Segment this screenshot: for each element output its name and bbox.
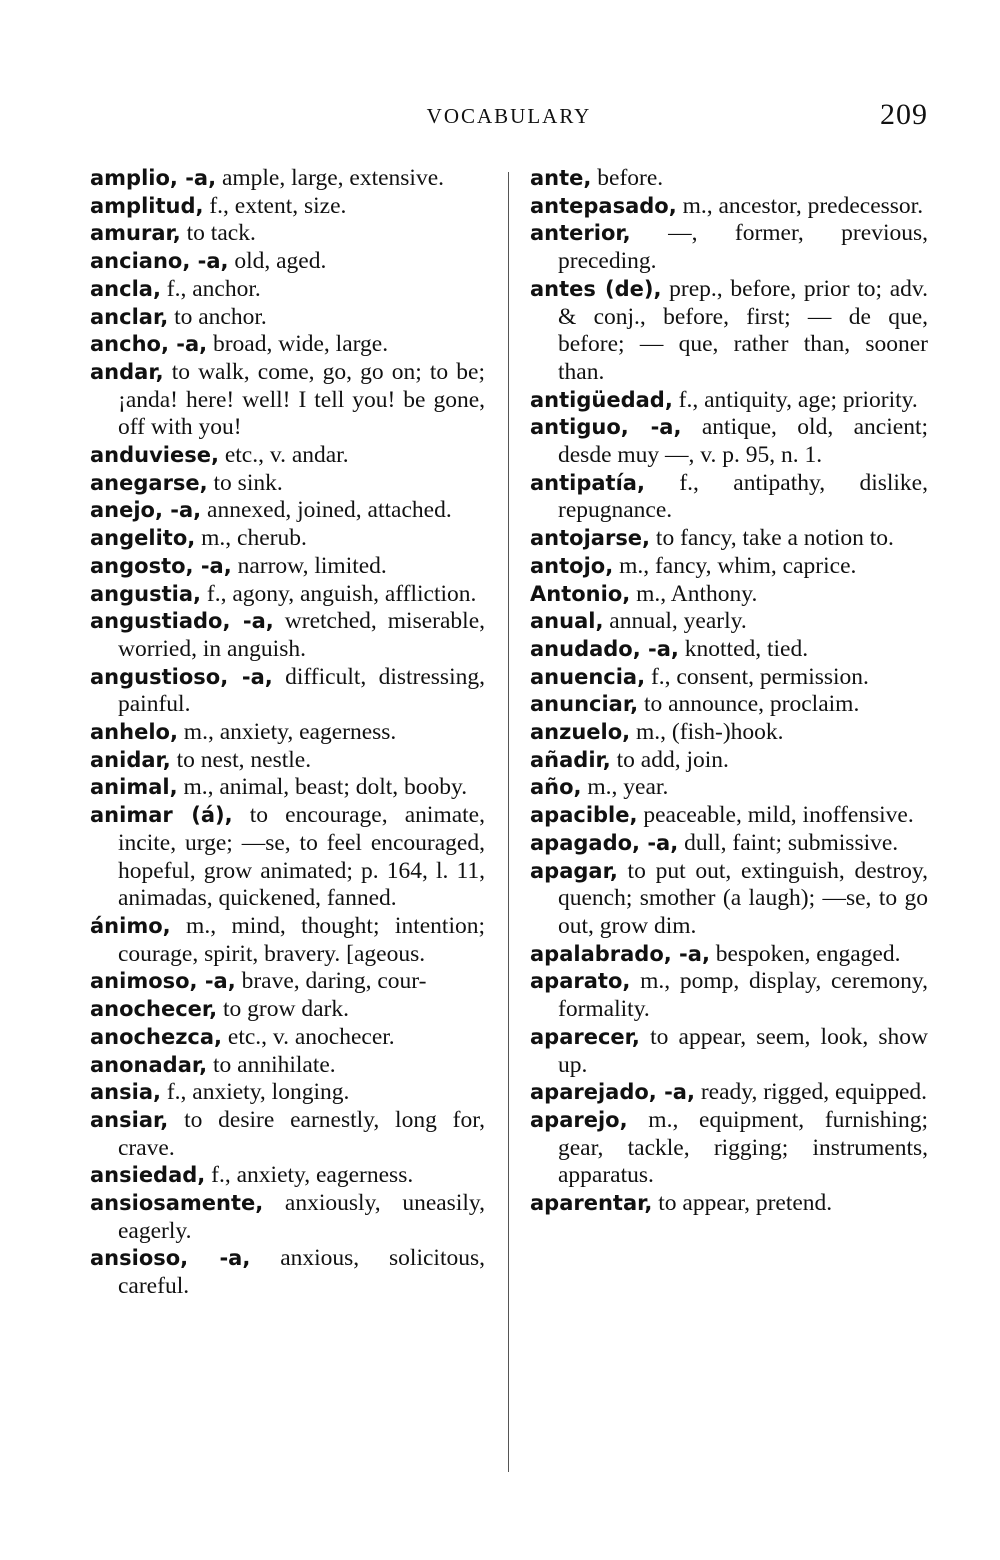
definition: m., anxiety, eagerness. xyxy=(177,719,397,746)
definition: to encourage, animate, incite, urge; —se, to feel encouraged, hopeful, grow animated; p. 164, l. 11, animadas, quickened, fanned. xyxy=(118,802,485,912)
headword: angustiado, -a, xyxy=(90,609,274,634)
headword: ansia, xyxy=(90,1080,161,1105)
definition: to sink. xyxy=(207,469,283,496)
headword: amplitud, xyxy=(90,193,204,218)
definition: f., agony, anguish, affliction. xyxy=(201,580,477,607)
headword: aparentar, xyxy=(530,1191,653,1216)
headword: anonadar, xyxy=(90,1052,208,1077)
definition: m., ancestor, predecessor. xyxy=(676,192,924,219)
definition: f., antiquity, age; priority. xyxy=(672,386,918,413)
vocabulary-entry xyxy=(90,553,485,581)
definition: f., anchor. xyxy=(160,275,261,302)
headword: apagado, -a, xyxy=(530,830,679,855)
definition: dull, faint; submissive. xyxy=(678,829,899,856)
headword: Antonio, xyxy=(530,581,631,606)
vocabulary-entry xyxy=(530,387,928,415)
headword: anegarse, xyxy=(90,470,208,495)
headword: apacible, xyxy=(530,803,638,828)
vocabulary-entry xyxy=(530,968,928,1023)
definition: to announce, proclaim. xyxy=(638,691,860,718)
vocabulary-entry xyxy=(90,1162,485,1190)
definition: to annihilate. xyxy=(207,1051,336,1078)
vocabulary-entry xyxy=(90,1245,485,1300)
definition: to add, join. xyxy=(610,746,729,773)
definition: to fancy, take a notion to. xyxy=(650,525,894,552)
definition: to put out, extinguish, destroy, quench; smother (a laugh); —se, to go out, grow dim. xyxy=(558,857,928,939)
vocabulary-entry xyxy=(530,220,928,275)
definition: m., fancy, whim, caprice. xyxy=(613,552,857,579)
definition: antique, old, ancient; desde muy —, v. p. 95, n. 1. xyxy=(558,414,928,469)
headword: ánimo, xyxy=(90,913,171,938)
headword: angosto, -a, xyxy=(90,553,232,578)
definition: to tack. xyxy=(180,220,256,247)
headword: anunciar, xyxy=(530,692,639,717)
vocabulary-entry xyxy=(530,830,928,858)
vocabulary-entry xyxy=(530,858,928,941)
vocabulary-entry xyxy=(90,747,485,775)
definition: wretched, miserable, worried, in anguish. xyxy=(118,608,486,662)
headword: angustioso, -a, xyxy=(90,664,273,689)
vocabulary-entry xyxy=(530,193,928,221)
vocabulary-entry xyxy=(90,1052,485,1080)
definition: brave, daring, cour- xyxy=(235,968,427,995)
right-column xyxy=(530,165,928,1218)
page-header xyxy=(90,98,928,134)
vocabulary-entry xyxy=(90,774,485,802)
vocabulary-entry xyxy=(530,553,928,581)
headword: animal, xyxy=(90,775,178,800)
headword: antipatía, xyxy=(530,470,645,495)
vocabulary-entry xyxy=(90,608,485,663)
vocabulary-entry xyxy=(90,1079,485,1107)
headword: apalabrado, -a, xyxy=(530,941,710,966)
vocabulary-entry xyxy=(530,802,928,830)
headword: ante, xyxy=(530,166,592,190)
vocabulary-entry xyxy=(90,359,485,442)
definition: f., anxiety, eagerness. xyxy=(205,1162,414,1189)
definition: m., Anthony. xyxy=(630,580,758,607)
definition: to nest, nestle. xyxy=(170,746,312,773)
headword: ansiosamente, xyxy=(90,1191,264,1216)
headword: amurar, xyxy=(90,221,181,246)
definition: difficult, distressing, painful. xyxy=(118,663,485,718)
definition: peaceable, mild, inoffensive. xyxy=(637,802,914,829)
headword: anterior, xyxy=(530,221,631,246)
vocabulary-entry xyxy=(530,636,928,664)
vocabulary-entry xyxy=(90,719,485,747)
vocabulary-entry xyxy=(90,220,485,248)
headword: animar (á), xyxy=(90,803,233,828)
definition: etc., v. anochecer. xyxy=(222,1023,395,1050)
headword: anuencia, xyxy=(530,664,646,689)
headword: aparato, xyxy=(530,969,631,994)
vocabulary-entry xyxy=(90,193,485,221)
definition: broad, wide, large. xyxy=(207,331,389,358)
definition: anxious, solicitous, careful. xyxy=(118,1245,485,1300)
left-column xyxy=(90,165,485,1301)
headword: aparecer, xyxy=(530,1024,640,1049)
vocabulary-entry xyxy=(530,525,928,553)
headword: apagar, xyxy=(530,858,618,883)
vocabulary-entry xyxy=(530,608,928,636)
vocabulary-entry xyxy=(530,581,928,609)
definition: m., year. xyxy=(581,774,669,801)
vocabulary-entry xyxy=(90,248,485,276)
vocabulary-entry xyxy=(90,304,485,332)
vocabulary-entry xyxy=(90,470,485,498)
vocabulary-entry xyxy=(530,414,928,469)
headword: anudado, -a, xyxy=(530,636,679,661)
column-divider xyxy=(508,172,509,1472)
vocabulary-entry xyxy=(90,968,485,996)
headword: antojarse, xyxy=(530,526,651,551)
definition: before. xyxy=(591,165,664,191)
headword: angustia, xyxy=(90,581,201,606)
headword: ansioso, -a, xyxy=(90,1246,251,1271)
headword: anochecer, xyxy=(90,997,218,1022)
headword: anual, xyxy=(530,609,604,634)
definition: prep., before, prior to; adv. & conj., before, first; — de que, before; — que, rather than, sooner than. xyxy=(558,275,928,385)
definition: to appear, pretend. xyxy=(652,1190,833,1217)
vocabulary-entry xyxy=(530,691,928,719)
definition: ready, rigged, equipped. xyxy=(694,1079,928,1106)
definition: to grow dark. xyxy=(217,996,349,1023)
headword: anidar, xyxy=(90,747,171,772)
headword: antiguo, -a, xyxy=(530,415,682,440)
definition: narrow, limited. xyxy=(231,552,387,579)
vocabulary-entry xyxy=(90,331,485,359)
headword: anejo, -a, xyxy=(90,498,202,523)
vocabulary-entry xyxy=(90,1107,485,1162)
definition: f., consent, permission. xyxy=(645,663,869,690)
vocabulary-entry xyxy=(530,276,928,387)
vocabulary-entry xyxy=(530,1190,928,1218)
definition: knotted, tied. xyxy=(678,635,809,662)
vocabulary-entry xyxy=(90,664,485,719)
definition: annexed, joined, attached. xyxy=(201,497,452,524)
definition: annual, yearly. xyxy=(603,608,747,635)
vocabulary-entry xyxy=(90,525,485,553)
vocabulary-entry xyxy=(90,442,485,470)
vocabulary-entry xyxy=(90,276,485,304)
headword: anzuelo, xyxy=(530,720,631,745)
headword: antes (de), xyxy=(530,276,662,301)
headword: anochezca, xyxy=(90,1024,223,1049)
headword: añadir, xyxy=(530,747,611,772)
headword: antigüedad, xyxy=(530,387,673,412)
definition: old, aged. xyxy=(228,248,327,275)
vocabulary-entry xyxy=(530,470,928,525)
definition: ample, large, extensive. xyxy=(216,165,445,191)
headword: animoso, -a, xyxy=(90,969,236,994)
vocabulary-entry xyxy=(530,719,928,747)
headword: anhelo, xyxy=(90,720,178,745)
headword: anduviese, xyxy=(90,443,219,468)
definition: to appear, seem, look, show up. xyxy=(558,1023,928,1078)
vocabulary-entry xyxy=(530,941,928,969)
definition: f., antipathy, dislike, repugnance. xyxy=(558,469,928,524)
definition: m., cherub. xyxy=(195,525,307,552)
definition: —, former, previous, preceding. xyxy=(558,220,928,275)
vocabulary-entry xyxy=(90,1024,485,1052)
running-head: VOCABULARY xyxy=(426,104,592,128)
vocabulary-entry xyxy=(530,165,928,193)
definition: bespoken, engaged. xyxy=(709,940,901,967)
headword: amplio, -a, xyxy=(90,166,217,190)
definition: m., equipment, furnishing; gear, tackle, rigging; instruments, apparatus. xyxy=(558,1106,928,1189)
definition: m., mind, thought; intention; courage, spirit, bravery. [ageous. xyxy=(118,912,485,967)
headword: año, xyxy=(530,775,582,800)
vocabulary-entry xyxy=(530,1107,928,1190)
vocabulary-entry xyxy=(90,913,485,968)
vocabulary-entry xyxy=(530,1079,928,1107)
headword: ansiedad, xyxy=(90,1163,206,1188)
vocabulary-entry xyxy=(90,996,485,1024)
definition: f., extent, size. xyxy=(203,192,347,219)
vocabulary-entry xyxy=(90,802,485,913)
vocabulary-entry xyxy=(90,581,485,609)
definition: anxiously, uneasily, eagerly. xyxy=(118,1190,485,1244)
definition: etc., v. andar. xyxy=(218,442,349,469)
definition: m., (fish-)hook. xyxy=(630,719,784,746)
definition: to walk, come, go, go on; to be; ¡anda! here! well! I tell you! be gone, off with you! xyxy=(118,358,485,441)
definition: m., pomp, display, ceremony, formality. xyxy=(558,968,928,1023)
definition: m., animal, beast; dolt, booby. xyxy=(177,774,468,801)
headword: angelito, xyxy=(90,526,196,551)
headword: antojo, xyxy=(530,553,614,578)
vocabulary-entry xyxy=(90,497,485,525)
headword: anclar, xyxy=(90,304,169,329)
headword: ancho, -a, xyxy=(90,332,208,357)
vocabulary-entry xyxy=(90,1190,485,1245)
definition: to desire earnestly, long for, crave. xyxy=(118,1106,485,1161)
vocabulary-entry xyxy=(530,664,928,692)
headword: aparejado, -a, xyxy=(530,1080,695,1105)
definition: f., anxiety, longing. xyxy=(160,1079,350,1106)
headword: anciano, -a, xyxy=(90,249,229,274)
headword: andar, xyxy=(90,359,164,384)
vocabulary-entry xyxy=(530,774,928,802)
headword: antepasado, xyxy=(530,193,677,218)
vocabulary-entry xyxy=(530,1024,928,1079)
headword: aparejo, xyxy=(530,1107,628,1132)
page-number: 209 xyxy=(880,98,928,131)
headword: ancla, xyxy=(90,276,161,301)
vocabulary-entry xyxy=(530,747,928,775)
headword: ansiar, xyxy=(90,1107,169,1132)
definition: to anchor. xyxy=(168,303,267,330)
vocabulary-entry xyxy=(90,165,485,193)
